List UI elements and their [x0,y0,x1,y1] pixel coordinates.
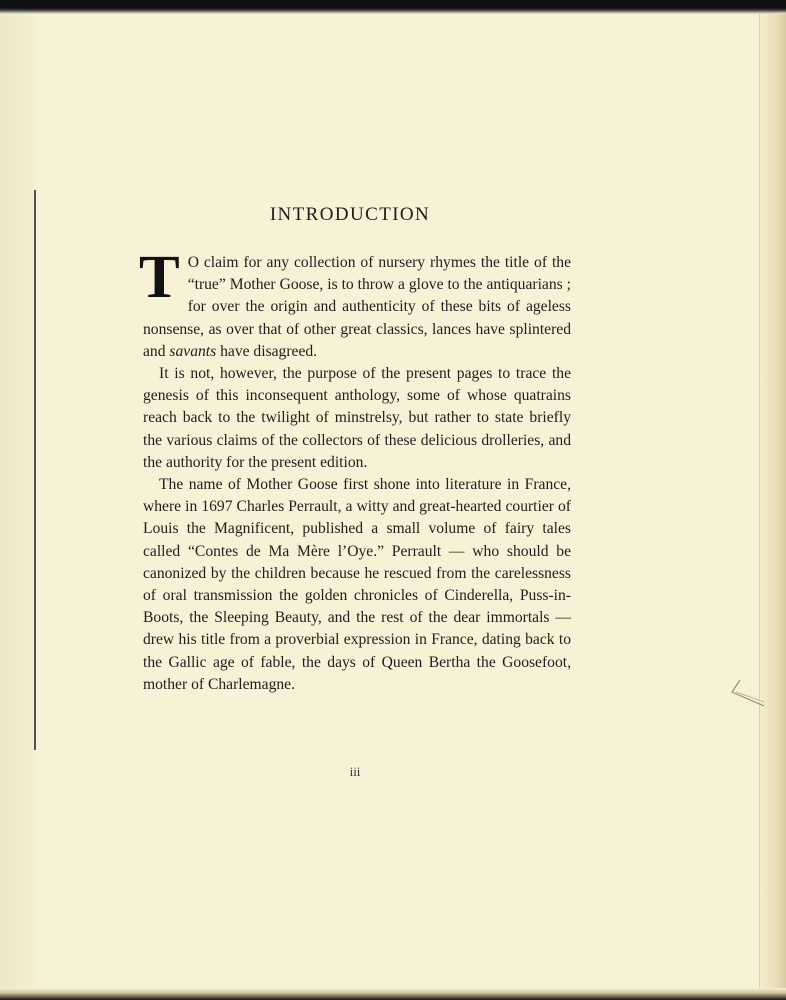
page-top-edge [0,0,786,14]
paragraph-3: The name of Mother Goose first shone into literature in France, where in 1697 Charles Perrault, a witty and great-hearted courtier of Louis the Magnificent, published a small volume of fairy tales called “Contes de Ma Mère l’Oye.” Perrault — who should be canonized by the children because he rescued from the carelessness of oral transmission the golden chronicles of Cinderella, Puss-in-Boots, the Sleeping Beauty, and the rest of the dear immortals — drew his title from a proverbial expression in France, dating back to the Gallic age of fable, the days of Queen Bertha the Goosefoot, mother of Charlemagne. [143,476,571,693]
page-bottom-edge [0,988,786,1000]
paragraph-1 [139,244,571,363]
paragraph-1-text-b: have disagreed. [216,342,318,360]
drop-cap: T [139,244,180,311]
page-right-edge [759,0,786,1000]
body-text [139,244,571,696]
chapter-heading: INTRODUCTION [269,204,431,225]
page-left-margin [0,0,36,1000]
paragraph-1-text-a: O claim for any collection of nursery rhymes the title of the “true” Mother Goose, is to throw a glove to the antiquarians ; for over the origin and authenticity of these bits of ageless nonsense, as over that of other great classics, lances have splintered and [143,254,571,360]
paragraph-1-italic: savants [169,342,217,360]
page-tear-mark [718,678,764,708]
binding-line [34,190,36,750]
page-number: iii [349,764,361,779]
paragraph-2: It is not, however, the purpose of the present pages to trace the genesis of this inconsequent anthology, some of whose quatrains reach back to the twilight of minstrelsy, but rather to state briefly the various claims of the collectors of these delicious drolleries, and the authority for the present edition. [143,365,571,471]
